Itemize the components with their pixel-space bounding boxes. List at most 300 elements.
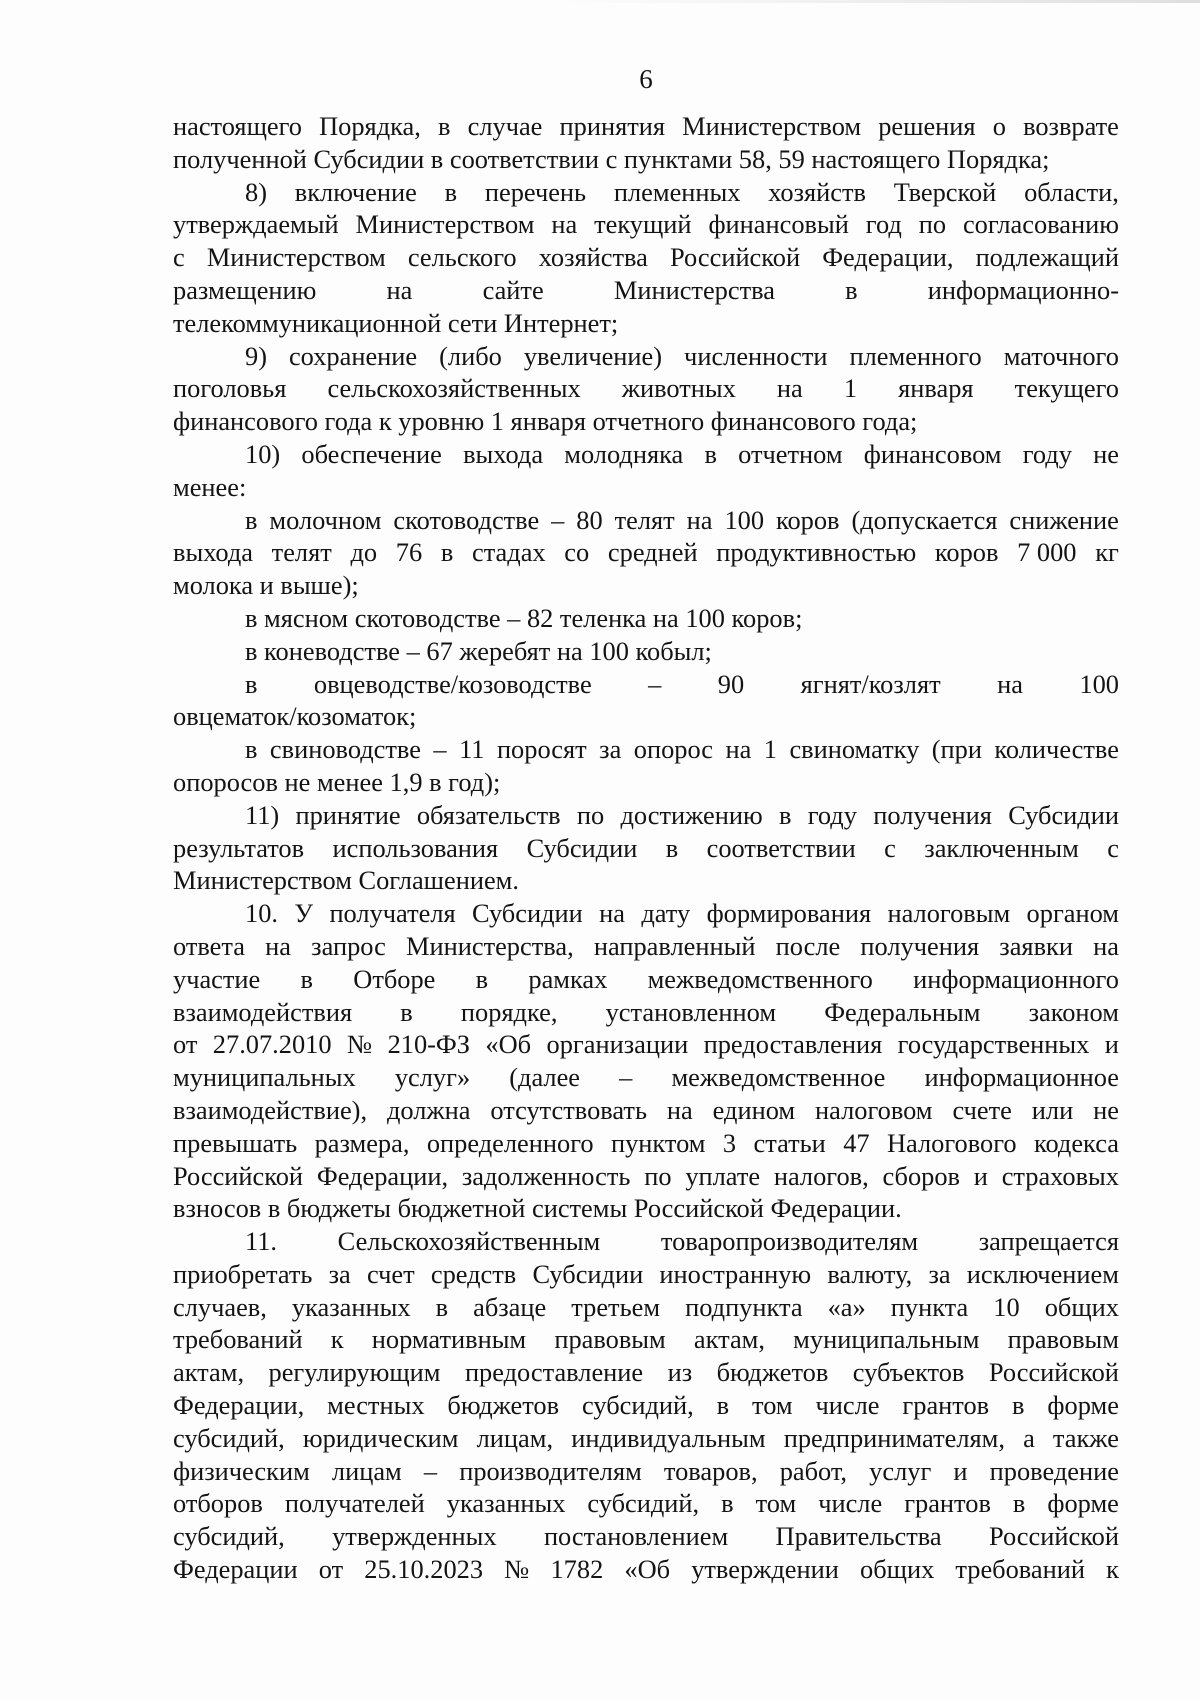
word: Российской — [988, 1521, 1119, 1552]
word: общих — [860, 1554, 935, 1585]
word: пункта — [890, 1291, 969, 1322]
word: Министерства, — [406, 930, 574, 961]
word: телят — [614, 504, 675, 535]
word: производителям — [459, 1455, 642, 1486]
word: 7 000 — [1017, 537, 1077, 568]
paragraph — [173, 602, 1119, 635]
word: сохранение — [288, 340, 418, 371]
word: 76 — [395, 537, 423, 568]
word: У — [294, 898, 314, 929]
word: постановлением — [543, 1521, 729, 1552]
text-line — [173, 602, 1119, 635]
word: поросят — [496, 734, 587, 765]
word: числе — [815, 1390, 880, 1421]
word: племенного — [849, 340, 982, 371]
word: предоставления — [703, 1029, 883, 1060]
word: взаимодействия — [173, 996, 353, 1027]
text-line — [173, 1061, 1119, 1094]
word: за — [928, 1258, 951, 1289]
word: регулирующим — [268, 1357, 441, 1388]
word: и — [953, 1455, 968, 1486]
word: со — [564, 537, 590, 568]
word: Правительства — [775, 1521, 942, 1552]
word: № — [504, 1554, 530, 1585]
word: случае — [467, 111, 543, 141]
word: кг — [1095, 537, 1119, 568]
word: на — [551, 209, 578, 240]
text-line — [173, 405, 1119, 438]
paragraph — [173, 438, 1119, 504]
word: отчетном — [738, 438, 843, 469]
word: увеличение) — [523, 340, 663, 371]
word: муниципальных — [173, 1062, 356, 1093]
word: по — [918, 209, 947, 240]
word: утверждаемый — [173, 209, 339, 240]
text-line — [173, 1422, 1119, 1455]
paragraph — [173, 897, 1119, 1225]
word: субъектов — [852, 1357, 965, 1388]
word: обязательств — [416, 799, 561, 830]
word: Субсидии — [526, 832, 638, 863]
paragraph — [173, 176, 1119, 340]
word: том — [755, 1488, 797, 1519]
word: стадах — [471, 537, 546, 568]
word: 90 — [717, 668, 745, 699]
word: получателя — [329, 898, 456, 929]
word: органом — [1026, 898, 1119, 929]
word: телекоммуникационной сети Интернет; — [173, 307, 619, 338]
word: 1782 — [550, 1554, 604, 1585]
word: общих — [1044, 1291, 1119, 1322]
word: актам, — [173, 1357, 245, 1388]
text-line — [173, 930, 1119, 963]
word: Порядка, — [319, 111, 421, 141]
word: запрос — [311, 930, 386, 961]
text-line — [173, 733, 1119, 766]
word: достижению — [620, 799, 763, 830]
word: с — [884, 832, 896, 863]
paragraph — [173, 340, 1119, 438]
word: Тверской — [893, 176, 997, 207]
word: подлежащий — [975, 242, 1119, 273]
word: в — [665, 832, 679, 863]
word: «а» — [827, 1291, 866, 1322]
word: в — [716, 1390, 730, 1421]
word: сайте — [482, 274, 544, 305]
word: предоставление — [464, 1357, 644, 1388]
word: области, — [1024, 176, 1119, 207]
word: 11 — [459, 734, 485, 765]
word: правовым — [554, 1324, 666, 1355]
word: за — [328, 1258, 351, 1289]
word: Сельскохозяйственным — [337, 1226, 601, 1257]
word: определенного — [426, 1127, 594, 1158]
word: выхода — [463, 438, 544, 469]
word: а — [1023, 1422, 1035, 1453]
word: правовым — [1007, 1324, 1119, 1355]
word: товаров, — [663, 1455, 758, 1486]
paragraph — [173, 110, 1119, 176]
word: получения — [860, 930, 980, 961]
word: Министерством Соглашением. — [173, 865, 519, 896]
word: численности — [684, 340, 828, 371]
word: ягнят/козлят — [800, 668, 941, 699]
text-line — [173, 1291, 1119, 1324]
word: результатов — [173, 832, 305, 863]
word: в — [245, 734, 258, 765]
word: участие — [173, 963, 261, 994]
word: получения — [873, 799, 992, 830]
word: использования — [332, 832, 499, 863]
word: размера, — [314, 1127, 410, 1158]
word: от — [318, 1554, 344, 1585]
word: направленный — [593, 930, 756, 961]
word: задолженность — [461, 1160, 631, 1191]
word: актам, — [693, 1324, 765, 1355]
text-line — [173, 143, 1119, 176]
word: принятие — [295, 799, 401, 830]
word: в мясном скотоводстве – 82 теленка на 100 коров; — [245, 602, 803, 633]
word: Субсидии — [532, 1258, 644, 1289]
word: о — [992, 111, 1006, 141]
word: до — [350, 537, 378, 568]
paragraph — [173, 1225, 1119, 1586]
word: субсидий, — [582, 1390, 694, 1421]
word: финансовом — [863, 438, 1002, 469]
word: межведомственное — [671, 1062, 886, 1093]
word: – — [433, 734, 447, 765]
text-line — [173, 307, 1119, 340]
word: Российской — [173, 1160, 304, 1191]
text-line — [173, 536, 1119, 569]
word: текущий — [594, 209, 692, 240]
word: предпринимателям, — [783, 1422, 1005, 1453]
word: поголовья — [173, 373, 287, 404]
word: 10) — [245, 438, 281, 469]
word: муниципальным — [793, 1324, 980, 1355]
word: статьи — [753, 1127, 826, 1158]
word: год — [865, 209, 902, 240]
text-line — [173, 1323, 1119, 1356]
word: Министерства — [613, 274, 775, 305]
word: не — [1093, 438, 1119, 469]
word: межведомственного — [647, 963, 873, 994]
word: 11. — [245, 1226, 278, 1257]
word: утверждении — [691, 1554, 839, 1585]
word: на — [265, 930, 291, 961]
word: на — [599, 898, 625, 929]
word: финансового года к уровню 1 января отчетного финансового года; — [173, 406, 918, 437]
word: утвержденных — [332, 1521, 497, 1552]
word: государственных — [897, 1029, 1090, 1060]
word: превышать — [173, 1127, 298, 1158]
text-line — [173, 1192, 1119, 1225]
word: из — [667, 1357, 693, 1388]
word: 9) — [245, 340, 267, 371]
word: решения — [878, 111, 976, 141]
word: должна — [386, 1094, 471, 1125]
text-line — [173, 1225, 1119, 1258]
word: (далее — [509, 1062, 581, 1093]
word: взаимодействие), — [173, 1094, 368, 1125]
word: маточного — [1003, 340, 1119, 371]
text-line — [173, 864, 1119, 897]
word: дату — [641, 898, 691, 929]
word: подпункта — [685, 1291, 803, 1322]
word: грантов — [904, 1488, 991, 1519]
word: том — [752, 1390, 793, 1421]
word: случаев, — [173, 1291, 267, 1322]
word: и — [973, 1160, 988, 1191]
word: счет — [366, 1258, 415, 1289]
word: на — [386, 274, 413, 305]
word: на — [686, 504, 713, 535]
word: настоящего — [173, 111, 302, 141]
word: финансовый — [708, 209, 849, 240]
word: Федерации, — [316, 1160, 449, 1191]
word: после — [775, 930, 841, 961]
word: в — [721, 1488, 734, 1519]
word: услуг — [869, 1455, 932, 1486]
word: Субсидии — [1008, 799, 1119, 830]
word: рамках — [528, 963, 608, 994]
word: овцеводстве/козоводстве — [313, 668, 592, 699]
word: законом — [1028, 996, 1119, 1027]
word: сельскохозяйственных — [327, 373, 581, 404]
word: хозяйств — [768, 176, 866, 207]
word: в — [704, 438, 717, 469]
text-line — [173, 1127, 1119, 1160]
word: товаропроизводителям — [660, 1226, 919, 1257]
text-line — [173, 438, 1119, 471]
text-line — [173, 963, 1119, 996]
word: грантов — [902, 1390, 990, 1421]
word: Федеральным — [824, 996, 981, 1027]
word: информационное — [924, 1062, 1119, 1093]
word: информационно- — [927, 274, 1119, 305]
word: взносов в бюджеты бюджетной системы Российской Федерации. — [173, 1193, 902, 1224]
word: субсидий, — [587, 1488, 700, 1519]
paragraph — [173, 799, 1119, 897]
word: принятия — [559, 111, 666, 141]
word: 100 — [724, 504, 765, 535]
word: соответствии — [706, 832, 856, 863]
word: овцематок/козоматок; — [173, 701, 417, 732]
text-line — [173, 471, 1119, 504]
word: бюджетов — [447, 1390, 560, 1421]
word: Федерации, — [822, 242, 954, 273]
word: лицам — [331, 1455, 402, 1486]
word: согласованию — [962, 209, 1119, 240]
word: 10. — [245, 898, 278, 929]
word: году — [1022, 438, 1072, 469]
word: и — [1104, 1029, 1119, 1060]
word: (либо — [439, 340, 502, 371]
paragraph — [173, 504, 1119, 602]
word: субсидий, — [173, 1422, 285, 1453]
word: – — [423, 1455, 438, 1486]
word: пунктом — [610, 1127, 706, 1158]
text-line — [173, 1553, 1119, 1586]
text-line — [173, 1356, 1119, 1389]
word: молочном — [269, 504, 382, 535]
word: Российской — [670, 242, 801, 273]
word: ответа — [173, 930, 245, 961]
word: Отборе — [353, 963, 436, 994]
word: организации — [546, 1029, 689, 1060]
word: Министерством — [682, 111, 862, 141]
text-line — [173, 1258, 1119, 1291]
word: в — [245, 668, 258, 699]
word: в — [475, 963, 489, 994]
word: свиноводстве — [269, 734, 421, 765]
word: 27.07.2010 — [212, 1029, 332, 1060]
word: менее: — [173, 471, 247, 502]
word: – — [648, 668, 662, 699]
word: с — [1107, 832, 1119, 863]
word: хозяйства — [538, 242, 648, 273]
word: исключением — [966, 1258, 1119, 1289]
word: в — [438, 111, 451, 141]
word: выхода — [173, 537, 253, 568]
text-line — [173, 1389, 1119, 1422]
word: также — [1052, 1422, 1119, 1453]
word: лицам, — [476, 1422, 554, 1453]
word: по — [644, 1160, 672, 1191]
word: страховых — [1001, 1160, 1119, 1191]
text-line — [173, 110, 1119, 143]
word: 1 — [763, 734, 777, 765]
word: информационного — [913, 963, 1119, 994]
word: в — [1012, 1488, 1026, 1519]
text-line — [173, 372, 1119, 405]
word: порядке, — [460, 996, 558, 1027]
text-line — [173, 340, 1119, 373]
word: заявки — [999, 930, 1073, 961]
text-line — [173, 1160, 1119, 1193]
word: животных — [621, 373, 736, 404]
paragraph — [173, 668, 1119, 734]
text-line — [173, 176, 1119, 209]
word: «Об — [624, 1554, 671, 1585]
word: – — [551, 504, 565, 535]
word: отсутствовать — [490, 1094, 647, 1125]
word: не — [1093, 1094, 1119, 1125]
word: опоросов не менее 1,9 в год); — [173, 766, 501, 797]
word: обеспечение — [301, 438, 442, 469]
word: сборов — [882, 1160, 961, 1191]
word: на — [666, 1094, 693, 1125]
word: возврате — [1023, 111, 1119, 141]
word: перечень — [484, 176, 587, 207]
word: 10 — [993, 1291, 1020, 1322]
word: налогов, — [773, 1160, 869, 1191]
word: юридическим — [302, 1422, 459, 1453]
word: уплате — [685, 1160, 761, 1191]
word: коров — [775, 504, 840, 535]
word: Министерством — [355, 209, 535, 240]
word: в — [1012, 1390, 1025, 1421]
word: году — [807, 799, 857, 830]
word: на — [997, 668, 1023, 699]
word: местных — [327, 1390, 425, 1421]
text-line — [173, 504, 1119, 537]
text-line — [173, 1028, 1119, 1061]
word: сельского — [407, 242, 517, 273]
text-line — [173, 274, 1119, 307]
word: числе — [818, 1488, 883, 1519]
word: в — [300, 963, 313, 994]
word: – — [619, 1062, 633, 1093]
word: продуктивностью — [716, 537, 917, 568]
word: «Об — [485, 1029, 532, 1060]
text-line — [173, 1094, 1119, 1127]
word: кодекса — [1033, 1127, 1119, 1158]
word: в — [845, 274, 858, 305]
word: услуг» — [394, 1062, 471, 1093]
word: отборов — [173, 1488, 263, 1519]
word: форме — [1047, 1488, 1119, 1519]
word: нормативным — [371, 1324, 527, 1355]
word: (при — [931, 734, 982, 765]
word: размещению — [173, 274, 317, 305]
text-line — [173, 799, 1119, 832]
word: 25.10.2023 — [364, 1554, 484, 1585]
text-line — [173, 700, 1119, 733]
word: указанных — [291, 1291, 411, 1322]
text-line — [173, 1455, 1119, 1488]
word: получателей — [284, 1488, 425, 1519]
word: индивидуальным — [571, 1422, 766, 1453]
text-line — [173, 1487, 1119, 1520]
word: коров — [934, 537, 999, 568]
word: 100 — [1079, 668, 1119, 699]
text-line — [173, 996, 1119, 1029]
text-line — [173, 569, 1119, 602]
word: в — [435, 1291, 449, 1322]
word: третьем — [571, 1291, 661, 1322]
word: едином — [712, 1094, 796, 1125]
text-line — [173, 208, 1119, 241]
word: абзаце — [473, 1291, 547, 1322]
word: Федерации — [173, 1554, 298, 1585]
word: физическим — [173, 1455, 310, 1486]
word: заключенным — [924, 832, 1079, 863]
word: количестве — [994, 734, 1119, 765]
word: иностранную — [659, 1258, 812, 1289]
word: бюджетов — [716, 1357, 829, 1388]
paragraph — [173, 635, 1119, 668]
word: 210-ФЗ — [387, 1029, 471, 1060]
word: племенных — [613, 176, 741, 207]
word: января — [898, 373, 974, 404]
word: средств — [430, 1258, 517, 1289]
word: по — [576, 799, 605, 830]
word: требований — [173, 1324, 303, 1355]
word: от — [173, 1029, 198, 1060]
word: в — [245, 504, 258, 535]
word: на — [776, 373, 803, 404]
word: налоговым — [887, 898, 1011, 929]
page-number: 6 — [639, 64, 653, 94]
word: 11) — [245, 799, 280, 830]
word: налоговом — [815, 1094, 933, 1125]
word: 80 — [576, 504, 603, 535]
word: Субсидии — [472, 898, 583, 929]
word: в коневодстве – 67 жеребят на 100 кобыл; — [245, 635, 712, 666]
paragraph — [173, 733, 1119, 799]
word: снижение — [1009, 504, 1119, 535]
